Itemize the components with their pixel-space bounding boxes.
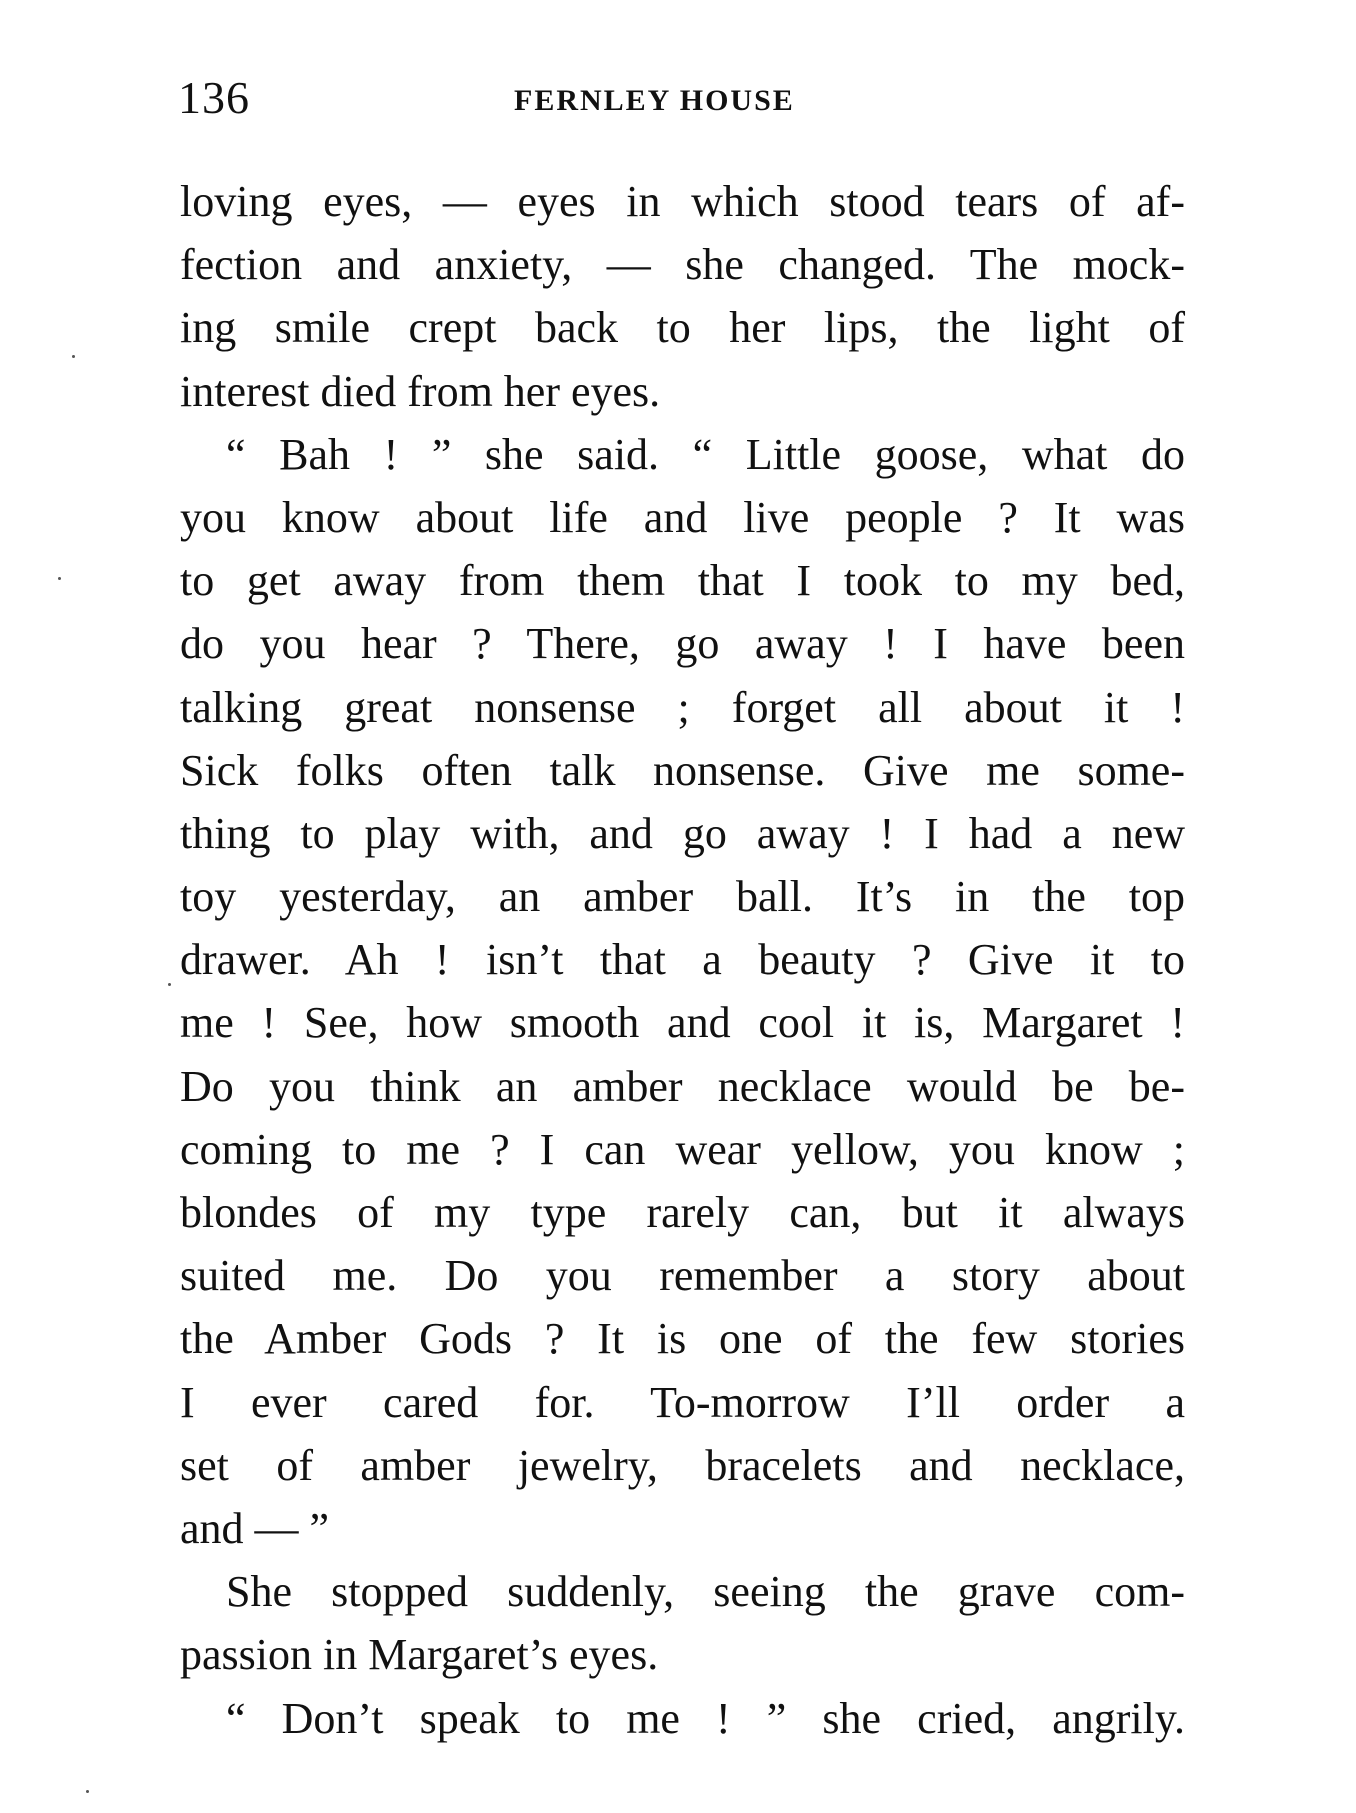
text-line: Sick folks often talk nonsense. Give me some-	[180, 745, 1185, 795]
text-line: to get away from them that I took to my bed,	[180, 556, 1185, 606]
text-line: “ Bah ! ” she said. “ Little goose, what do	[226, 429, 1185, 479]
text-line: ing smile crept back to her lips, the light of	[180, 303, 1185, 353]
text-line: do you hear ? There, go away ! I have been	[180, 619, 1185, 669]
running-title: FERNLEY HOUSE	[514, 84, 795, 117]
scan-speck	[58, 577, 61, 580]
text-line: thing to play with, and go away ! I had a new	[180, 808, 1185, 858]
page-number: 136	[178, 72, 250, 123]
text-line: suited me. Do you remember a story about	[180, 1251, 1185, 1301]
text-line: toy yesterday, an amber ball. It’s in the top	[180, 872, 1185, 922]
text-line: Do you think an amber necklace would be be-	[180, 1061, 1185, 1111]
text-line: talking great nonsense ; forget all about it !	[180, 682, 1185, 732]
text-line: passion in Margaret’s eyes.	[180, 1630, 659, 1680]
text-line: fection and anxiety, — she changed. The mock-	[180, 240, 1185, 290]
scan-speck	[72, 355, 75, 358]
page-header	[178, 68, 1178, 128]
text-line: blondes of my type rarely can, but it always	[180, 1188, 1185, 1237]
text-line: loving eyes, — eyes in which stood tears of af-	[180, 177, 1185, 226]
text-line: coming to me ? I can wear yellow, you know ;	[180, 1124, 1185, 1174]
text-line: She stopped suddenly, seeing the grave com-	[226, 1567, 1185, 1617]
text-line: set of amber jewelry, bracelets and necklace,	[180, 1440, 1185, 1490]
text-line: you know about life and live people ? It was	[180, 492, 1185, 542]
body-text	[180, 170, 1185, 1750]
text-line: drawer. Ah ! isn’t that a beauty ? Give it to	[180, 935, 1185, 985]
text-line: interest died from her eyes.	[180, 366, 661, 416]
text-line: “ Don’t speak to me ! ” she cried, angrily.	[226, 1693, 1185, 1743]
text-line: I ever cared for. To-morrow I’ll order a	[180, 1377, 1185, 1427]
text-line: and — ”	[180, 1503, 330, 1553]
scan-speck	[86, 1790, 89, 1793]
text-line: me ! See, how smooth and cool it is, Margaret !	[180, 998, 1185, 1048]
scan-speck	[168, 983, 171, 986]
text-line: the Amber Gods ? It is one of the few stories	[180, 1314, 1185, 1364]
